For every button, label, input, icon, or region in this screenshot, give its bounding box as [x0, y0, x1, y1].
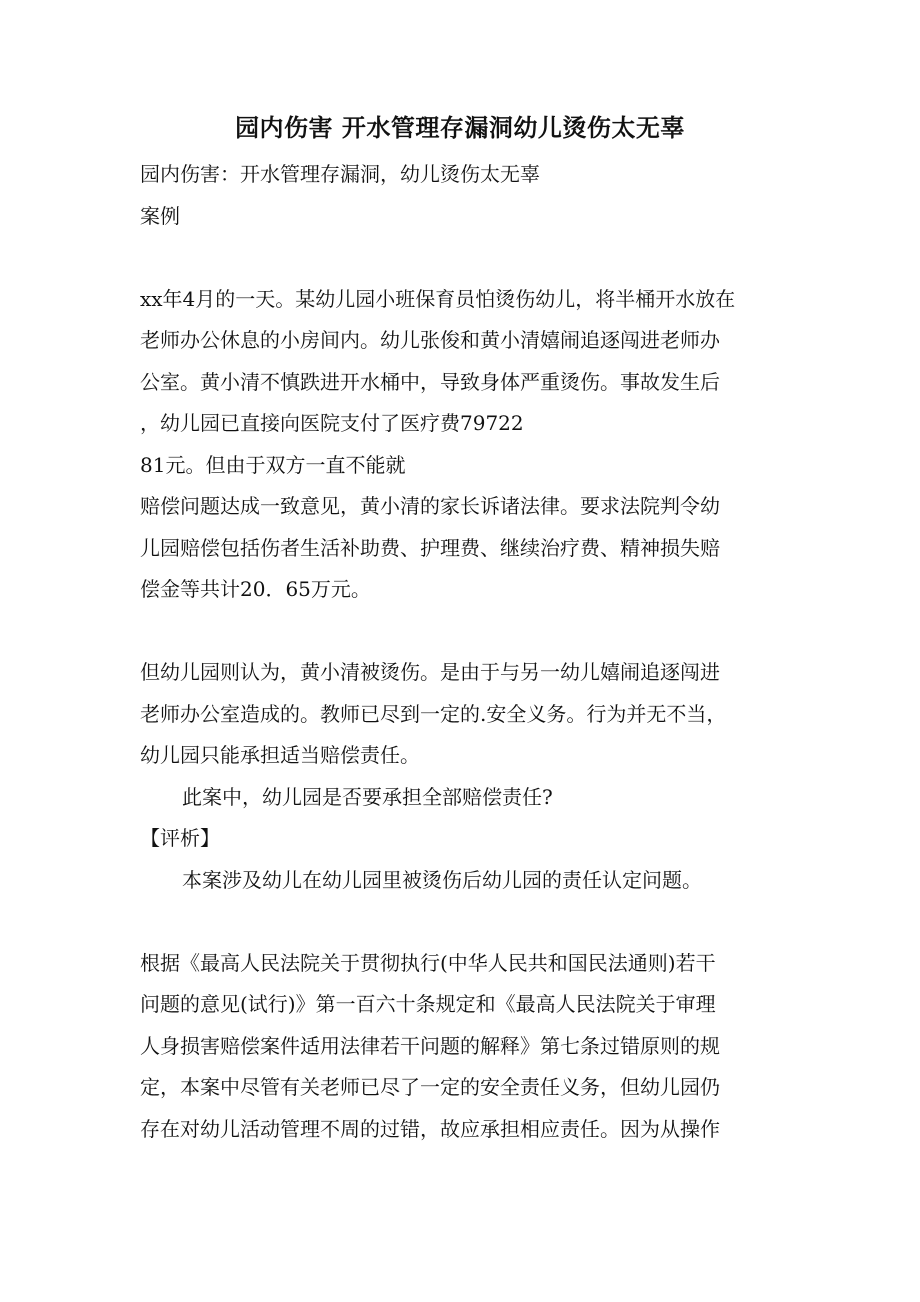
- paragraph-line: 问题的意见(试行)》第一百六十条规定和《最高人民法院关于审理: [140, 992, 716, 1016]
- section-label-case: 案例: [140, 203, 180, 228]
- paragraph-line: xx年4月的一天。某幼儿园小班保育员怕烫伤幼儿，将半桶开水放在: [140, 286, 736, 311]
- paragraph-line: 老师办公休息的小房间内。幼儿张俊和黄小清嬉闹追逐闯进老师办: [140, 328, 720, 352]
- paragraph-line: ，幼儿园已直接向医院支付了医疗费79722: [140, 411, 524, 435]
- paragraph-line: 儿园赔偿包括伤者生活补助费、护理费、继续治疗费、精神损失赔: [140, 535, 720, 560]
- analysis-intro-line: 本案涉及幼儿在幼儿园里被烫伤后幼儿园的责任认定问题。: [182, 867, 702, 892]
- paragraph-line: 存在对幼儿活动管理不周的过错，故应承担相应责任。因为从操作: [140, 1116, 720, 1141]
- document-body: [140, 154, 780, 1150]
- question-line: 此案中，幼儿园是否要承担全部赔偿责任?: [182, 784, 553, 809]
- paragraph-line: 公室。黄小清不慎跌进开水桶中，导致身体严重烫伤。事故发生后: [140, 369, 720, 394]
- blank-line: [140, 611, 780, 653]
- subtitle-line: 园内伤害：开水管理存漏洞，幼儿烫伤太无辜: [140, 162, 540, 186]
- paragraph-line: 偿金等共计20．65万元。: [140, 577, 371, 601]
- section-label-analysis: 【评析】: [140, 826, 220, 850]
- paragraph-line: 81元。但由于双方一直不能就: [140, 452, 406, 477]
- paragraph-line: 人身损害赔偿案件适用法律若干问题的解释》第七条过错原则的规: [140, 1033, 720, 1058]
- paragraph-line: 但幼儿园则认为，黄小清被烫伤。是由于与另一幼儿嬉闹追逐闯进: [140, 660, 720, 684]
- paragraph-line: 赔偿问题达成一致意见，黄小清的家长诉诸法律。要求法院判令幼: [140, 494, 720, 518]
- paragraph-line: 幼儿园只能承担适当赔偿责任。: [140, 743, 420, 767]
- blank-line: [140, 237, 780, 279]
- paragraph-line: 定，本案中尽管有关老师已尽了一定的安全责任义务，但幼儿园仍: [140, 1075, 720, 1099]
- paragraph-line: 老师办公室造成的。教师已尽到一定的.安全义务。行为并无不当，: [140, 701, 727, 726]
- document-title: 园内伤害 开水管理存漏洞幼儿烫伤太无辜: [235, 113, 685, 142]
- paragraph-line: 根据《最高人民法院关于贯彻执行(中华人民共和国民法通则)若干: [140, 950, 716, 975]
- blank-line: [140, 901, 780, 943]
